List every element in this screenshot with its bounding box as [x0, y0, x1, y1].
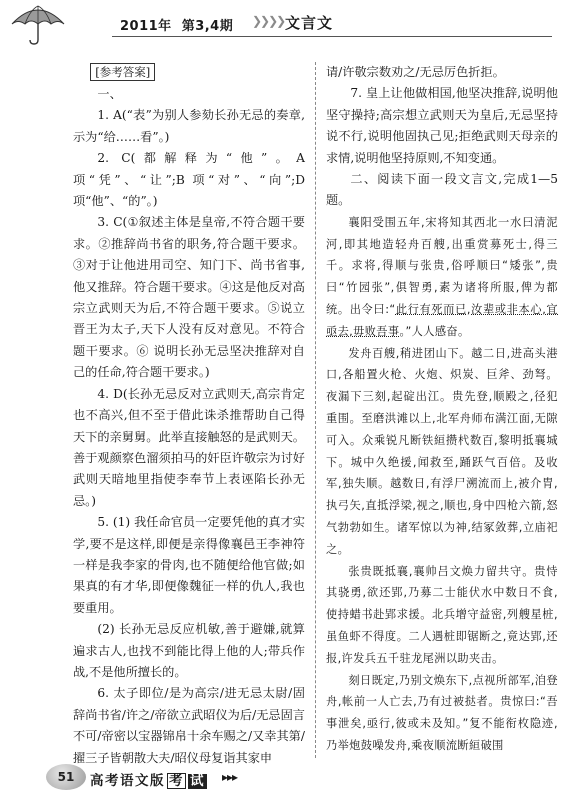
right-column	[326, 62, 558, 757]
left-column	[73, 62, 305, 769]
journal-title: 高考语文版 考 试	[90, 773, 205, 789]
umbrella-logo-icon	[8, 2, 68, 46]
issue-info	[120, 15, 233, 34]
passage-paragraph: 发舟百艘,稍进团山下。越二日,进高头港口,各船置火枪、火炮、炽炭、巨斧、劲弩。夜漏下三刻,起碇出江。贵先登,顺殿之,径犯重围。至磨洪滩以上,北军舟师布满江面,无隙可入。众乘锐凡断铁絙攒杙数百,黎明抵襄城下。城中久绝援,闻救至,踊跃气百倍。及收军,独失顺。越数日,有浮尸溯流而上,被介胄,执弓矢,直抵浮梁,视之,顺也,身中四枪六箭,怒气勃勃如生。诸军惊以为神,结冢敛葬,立庙祀之。	[326, 346, 558, 556]
answer-paragraph: 4. D(长孙无忌反对立武则天,高宗肯定也不高兴,但不至于借此诛杀推帮助自己得天下的亲舅舅。此举直接触怒的是武则天。善于观颜察色溜须拍马的奸臣许敬宗为讨好武则天暗地里指使李奉节上表诬陷长孙无忌。)	[73, 386, 305, 508]
section-title: 文言文	[285, 14, 334, 32]
issue-year: 2011年	[120, 19, 172, 34]
page-footer	[0, 760, 581, 800]
answer-paragraph: 3. C(①叙述主体是皇帝,不符合题干要求。②推辞尚书省的职务,符合题干要求。③对于让他进用司空、知门下、尚书省事,他又推辞。符合题干要求。④这是他反对高宗立武则天为后,不符合题干要求。⑤说立晋王为太子,天下人没有反对意见。不符合题干要求。⑥ 说明长孙无忌坚决推辞对自己的任命,符合题干要求。)	[73, 215, 305, 380]
classical-passage	[326, 212, 558, 757]
page-number-badge	[46, 764, 86, 790]
passage-paragraph: 张贵既抵襄,襄帅吕文焕力留共守。贵恃其骁勇,欲还郢,乃募二士能伏水中数日不食,使持蜡书赴郢求援。北兵增守益密,列艘星桩,虽鱼虾不得度。二人遇桩即锯断之,竟达郢,还报,许发兵五千驻龙尾洲以助夹击。	[326, 564, 558, 665]
part-two-heading: 二、阅读下面一段文言文,完成1—5题。	[326, 172, 558, 208]
underlined-sentence: 此行有死而已,汝辈或非本心,宜亟去,毋败吾事	[326, 303, 558, 338]
chevron-right-icon: ❯❯❯❯	[252, 14, 285, 28]
arrows-right-icon: ▸▸▸	[222, 770, 238, 784]
answer-label: [参考答案]	[90, 63, 155, 81]
answer-paragraph: (2) 长孙无忌反应机敏,善于避嫌,就算遍求古人,也找不到能比得上他的人;带兵作战,不是他所擅长的。	[73, 622, 305, 679]
shi-box: 试	[190, 773, 205, 789]
page-number: 51	[57, 770, 75, 784]
answer-paragraph: 7. 皇上让他做相国,他坚决推辞,说明他坚守操持;高宗想立武则天为皇后,无忌坚持说不行,说明他固执己见;拒绝武则天母亲的求情,说明他坚持原则,不知变通。	[326, 86, 558, 165]
part-one-heading: 一、	[97, 87, 122, 101]
answer-paragraph: 5. (1) 我任命官员一定要凭他的真才实学,要不是这样,即便是亲得像襄邑王李神符一样是我李家的骨肉,也不随便给他官做;如果真的有才华,即便像魏征一样的仇人,我也要重用。	[73, 515, 305, 615]
kao-box: 考	[169, 773, 184, 789]
answer-paragraph: 1. A(“表”为别人参劾长孙无忌的奏章,示为“给……看”。)	[73, 108, 305, 144]
header-rule	[112, 36, 552, 37]
answer-paragraph: 2. C(都解释为“他”。A 项“凭”、“让”;B 项“对”、“向”;D 项“他”、“的”。)	[73, 151, 305, 209]
answer-paragraph: 6. 太子即位/是为高宗/进无忌太尉/固辞尚书省/许之/帝欲立武昭仪为后/无忌固言不可/帝密以宝器锦帛十余车赐之/又幸其第/擢三子皆朝散大夫/昭仪母复诣其家申	[73, 686, 305, 765]
answer-paragraph: 请/许敬宗数劝之/无忌厉色折拒。	[326, 65, 505, 79]
column-divider	[315, 62, 316, 758]
passage-paragraph: 刻日既定,乃别文焕东下,点视所部军,洎登舟,帐前一人亡去,乃有过被挞者。贵惊曰:“吾事泄矣,亟行,彼或未及知。”复不能衔枚隐迹,乃举炮鼓噪发舟,乘夜顺流断絙破围	[326, 673, 558, 752]
passage-paragraph: 襄阳受围五年,宋将知其西北一水曰清泥河,即其地造轻舟百艘,出重赏募死士,得三千。求将,得顺与张贵,俗呼顺曰“矮张”,贵曰“竹园张”,俱智勇,素为诸将所服,俾为都统。出令曰:“此行有死而已,汝辈或非本心,宜亟去,毋败吾事。”人人感奋。	[326, 215, 558, 338]
issue-number: 第3,4期	[181, 19, 234, 34]
page-header	[0, 0, 581, 48]
